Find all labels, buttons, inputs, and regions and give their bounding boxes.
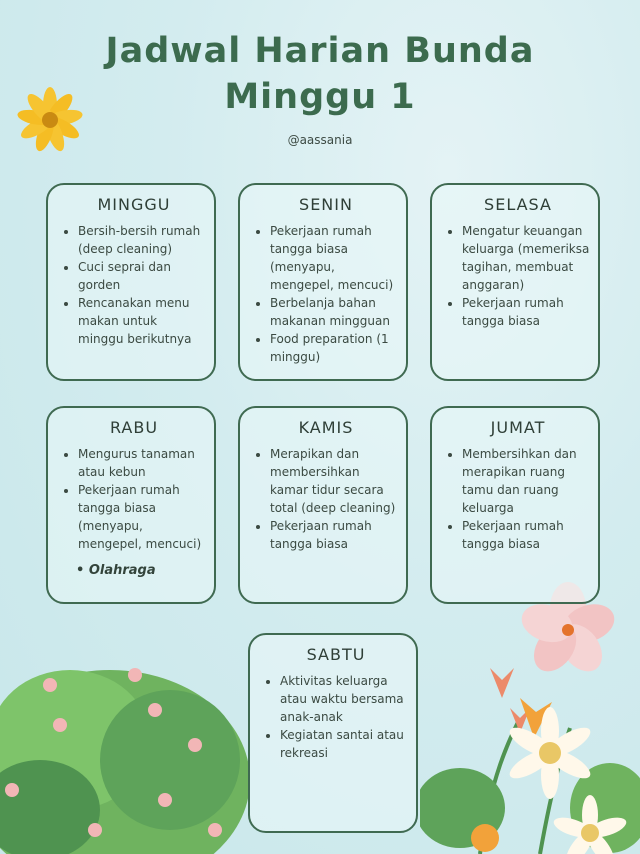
page-title	[0, 28, 640, 120]
day-heading: JUMAT	[490, 418, 546, 437]
task-item: • Cuci seprai dan gorden	[78, 258, 206, 294]
task-item: • Mengatur keuangan keluarga (memeriksa tagihan, membuat anggaran)	[462, 222, 590, 294]
day-card-kamis	[238, 406, 408, 604]
day-card-senin	[238, 183, 408, 381]
task-item: • Pekerjaan rumah tangga biasa (menyapu, mengepel, mencuci)	[78, 481, 206, 553]
task-item: • Mengurus tanaman atau kebun	[78, 445, 206, 481]
task-item: • Kegiatan santai atau rekreasi	[280, 726, 408, 762]
day-card-jumat	[430, 406, 600, 604]
day-heading: SELASA	[484, 195, 552, 214]
day-card-rabu	[46, 406, 216, 604]
task-item: • Pekerjaan rumah tangga biasa	[462, 517, 590, 553]
task-item: • Pekerjaan rumah tangga biasa (menyapu, mengepel, mencuci)	[270, 222, 398, 294]
author-handle: @aassania	[287, 133, 353, 147]
day-heading: KAMIS	[298, 418, 354, 437]
task-item: • Pekerjaan rumah tangga biasa	[270, 517, 398, 553]
title-line-2: Minggu 1	[224, 77, 416, 117]
day-heading: SABTU	[306, 645, 366, 664]
day-heading: RABU	[109, 418, 159, 437]
task-item: • Pekerjaan rumah tangga biasa	[462, 294, 590, 330]
task-item: • Food preparation (1 minggu)	[270, 330, 398, 366]
task-item: • Berbelanja bahan makanan mingguan	[270, 294, 398, 330]
task-item-bold: • Olahraga	[76, 563, 156, 578]
task-item: • Membersihkan dan merapikan ruang tamu dan ruang keluarga	[462, 445, 590, 517]
day-heading: MINGGU	[97, 195, 171, 214]
title-line-1: Jadwal Harian Bunda	[105, 31, 535, 71]
day-card-selasa	[430, 183, 600, 381]
task-item: • Aktivitas keluarga atau waktu bersama anak-anak	[280, 672, 408, 726]
day-card-sabtu	[248, 633, 418, 833]
task-item: • Bersih-bersih rumah (deep cleaning)	[78, 222, 206, 258]
day-heading: SENIN	[299, 195, 353, 214]
day-card-minggu	[46, 183, 216, 381]
task-item: • Rencanakan menu makan untuk minggu berikutnya	[78, 294, 206, 348]
flower-garden-illustration	[420, 578, 640, 854]
task-item: • Merapikan dan membersihkan kamar tidur secara total (deep cleaning)	[270, 445, 398, 517]
green-bush-illustration	[0, 620, 260, 854]
